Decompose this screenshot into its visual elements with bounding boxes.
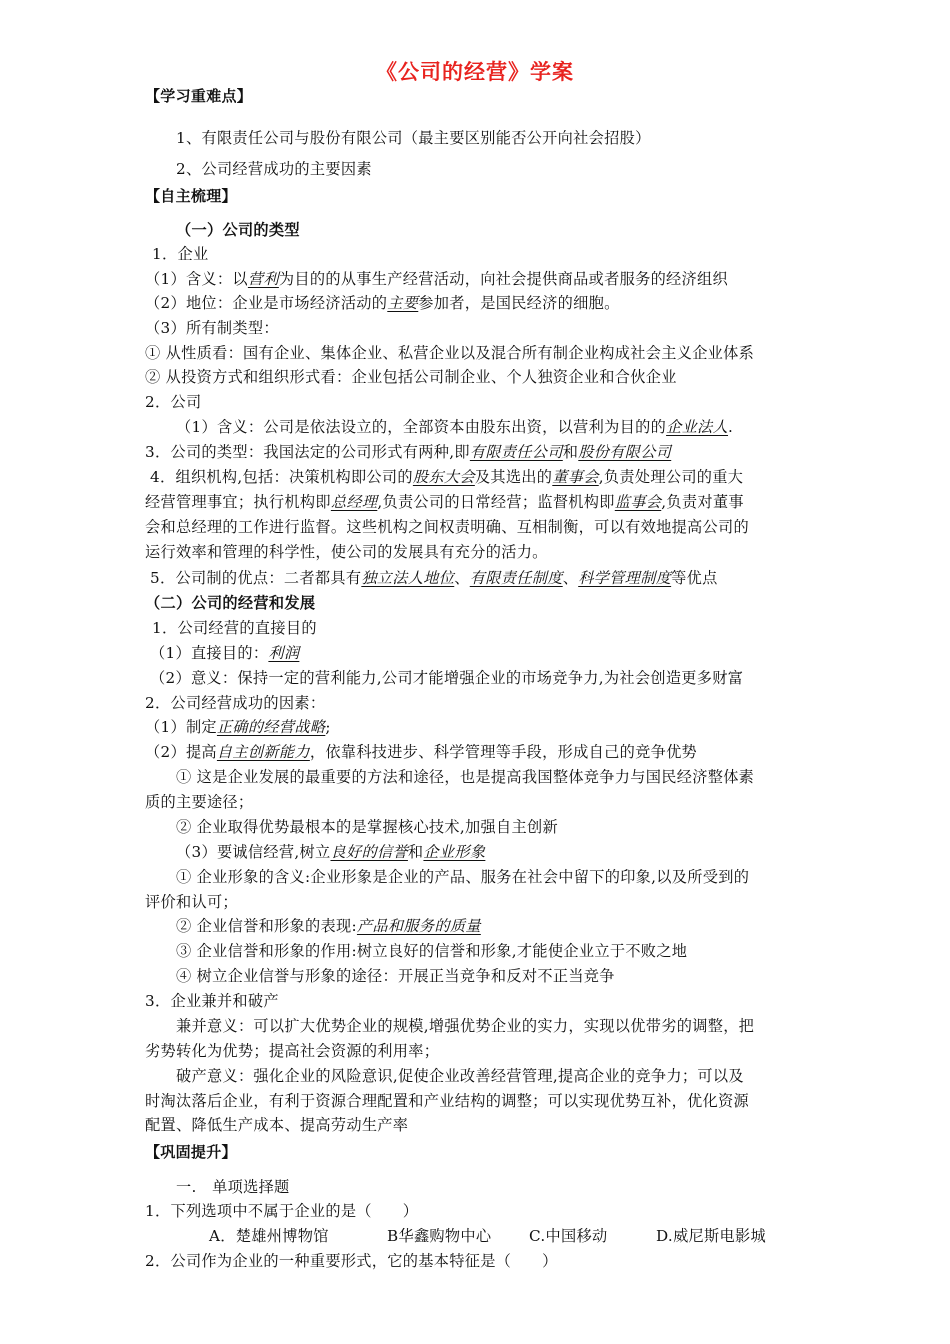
factor-strategy: （1）制定正确的经营战略; [145,718,331,736]
purpose-significance: （2）意义：保持一定的营利能力,公司才能增强企业的市场竞争力,为社会创造更多财富 [150,669,744,687]
section-heading-self-study: 【自主梳理】 [145,187,237,205]
image-definition-cont: 评价和认可； [145,893,238,911]
key-term: 主要 [387,294,419,312]
key-point-1: 1、有限责任公司与股份有限公司（最主要区别能否公开向社会招股） [176,129,651,147]
key-term: 股份有限公司 [578,443,672,461]
key-term: 有限责任制度 [469,569,563,587]
part-heading-company-types: （一）公司的类型 [176,221,300,239]
direct-purpose: （1）直接目的：利润 [150,644,300,662]
key-term: 科学管理制度 [578,569,672,587]
org-structure-line-4: 运行效率和管理的科学性，使公司的发展具有充分的活力。 [145,543,548,561]
key-term: 总经理 [330,493,378,511]
merger-significance-cont: 劣势转化为优势；提高社会资源的利用率； [145,1042,440,1060]
item-company: 2．公司 [145,393,202,411]
item-merger-bankruptcy: 3．企业兼并和破产 [145,992,279,1010]
org-structure-line-1: 4．组织机构,包括：决策机构即公司的股东大会及其选出的董事会,负责处理公司的重大 [150,468,744,486]
ownership-types: （3）所有制类型： [145,319,279,337]
key-term: 董事会 [552,468,599,486]
ownership-by-form: ② 从投资方式和组织形式看：企业包括公司制企业、个人独资企业和合伙企业 [145,368,677,386]
bankruptcy-significance-cont: 时淘汰落后企业，有利于资源合理配置和产业结构的调整；可以实现优势互补，优化资源 [145,1092,750,1110]
company-advantages: 5．公司制的优点：二者都具有独立法人地位、有限责任制度、科学管理制度等优点 [150,569,718,587]
option-a: A．楚雄州博物馆 [209,1227,329,1245]
image-definition: ① 企业形象的含义:企业形象是企业的产品、服务在社会中留下的印象,以及所受到的 [176,868,750,886]
document-title: 《公司的经营》学案 [376,60,574,84]
key-term: 营利 [247,270,279,288]
factor-innovation: （2）提高自主创新能力，依靠科技进步、科学管理等手段，形成自己的竞争优势 [145,743,698,761]
key-term: 自主创新能力 [216,743,310,761]
bankruptcy-significance-end: 配置、降低生产成本、提高劳动生产率 [145,1116,409,1134]
enterprise-status: （2）地位：企业是市场经济活动的主要参加者，是国民经济的细胞。 [145,294,620,312]
image-manifestation: ② 企业信誉和形象的表现:产品和服务的质量 [176,917,481,935]
option-c: C.中国移动 [529,1227,608,1245]
company-legal-forms: 3．公司的类型：我国法定的公司形式有两种,即有限责任公司和股份有限公司 [145,443,672,461]
key-point-2: 2、公司经营成功的主要因素 [176,160,372,178]
item-enterprise: 1．企业 [152,245,209,263]
item-direct-purpose: 1．公司经营的直接目的 [152,619,317,637]
option-d: D.威尼斯电影城 [656,1227,766,1245]
factor-integrity: （3）要诚信经营,树立良好的信誉和企业形象 [176,843,486,861]
key-term: 企业法人 [666,418,729,436]
image-function: ③ 企业信誉和形象的作用:树立良好的信誉和形象,才能使企业立于不败之地 [176,942,688,960]
ownership-by-nature: ① 从性质看：国有企业、集体企业、私营企业以及混合所有制企业构成社会主义企业体系 [145,344,755,362]
item-success-factors: 2．公司经营成功的因素： [145,694,326,712]
part-heading-operation: （二）公司的经营和发展 [145,594,316,612]
key-term: 产品和服务的质量 [356,917,481,935]
key-term: 正确的经营战略 [216,718,326,736]
key-term: 利润 [268,644,300,662]
company-definition: （1）含义：公司是依法设立的，全部资本由股东出资，以营利为目的的企业法人. [176,418,734,436]
bankruptcy-significance: 破产意义：强化企业的风险意识,促使企业改善经营管理,提高企业的竞争力；可以及 [176,1067,744,1085]
innovation-point-1: ① 这是企业发展的最重要的方法和途径，也是提高我国整体竞争力与国民经济整体素 [176,768,755,786]
key-term: 独立法人地位 [361,569,455,587]
innovation-point-2: ② 企业取得优势最根本的是掌握核心技术,加强自主创新 [176,818,558,836]
org-structure-line-2: 经营管理事宜；执行机构即总经理,负责公司的日常经营；监督机构即监事会,负责对董事 [145,493,744,511]
image-approach: ④ 树立企业信誉与形象的途径：开展正当竞争和反对不正当竞争 [176,967,615,985]
subsection-single-choice: 一. 单项选择题 [176,1178,290,1196]
option-b: B华鑫购物中心 [387,1227,492,1245]
innovation-point-1-cont: 质的主要途径； [145,793,254,811]
key-term: 股东大会 [412,468,475,486]
key-term: 良好的信誉 [330,843,408,861]
merger-significance: 兼并意义：可以扩大优势企业的规模,增强优势企业的实力，实现以优带劣的调整，把 [176,1017,755,1035]
question-1: 1．下列选项中不属于企业的是（ ） [145,1202,419,1220]
section-heading-key-points: 【学习重难点】 [145,87,253,105]
section-heading-practice: 【巩固提升】 [145,1143,237,1161]
question-2: 2．公司作为企业的一种重要形式，它的基本特征是（ ） [145,1252,558,1270]
key-term: 企业形象 [423,843,486,861]
enterprise-definition: （1）含义：以营利为目的的从事生产经营活动，向社会提供商品或者服务的经济组织 [145,270,729,288]
key-term: 有限责任公司 [469,443,563,461]
org-structure-line-3: 会和总经理的工作进行监督。这些机构之间权责明确、互相制衡，可以有效地提高公司的 [145,518,750,536]
key-term: 监事会 [614,493,662,511]
question-1-options [209,1224,766,1248]
